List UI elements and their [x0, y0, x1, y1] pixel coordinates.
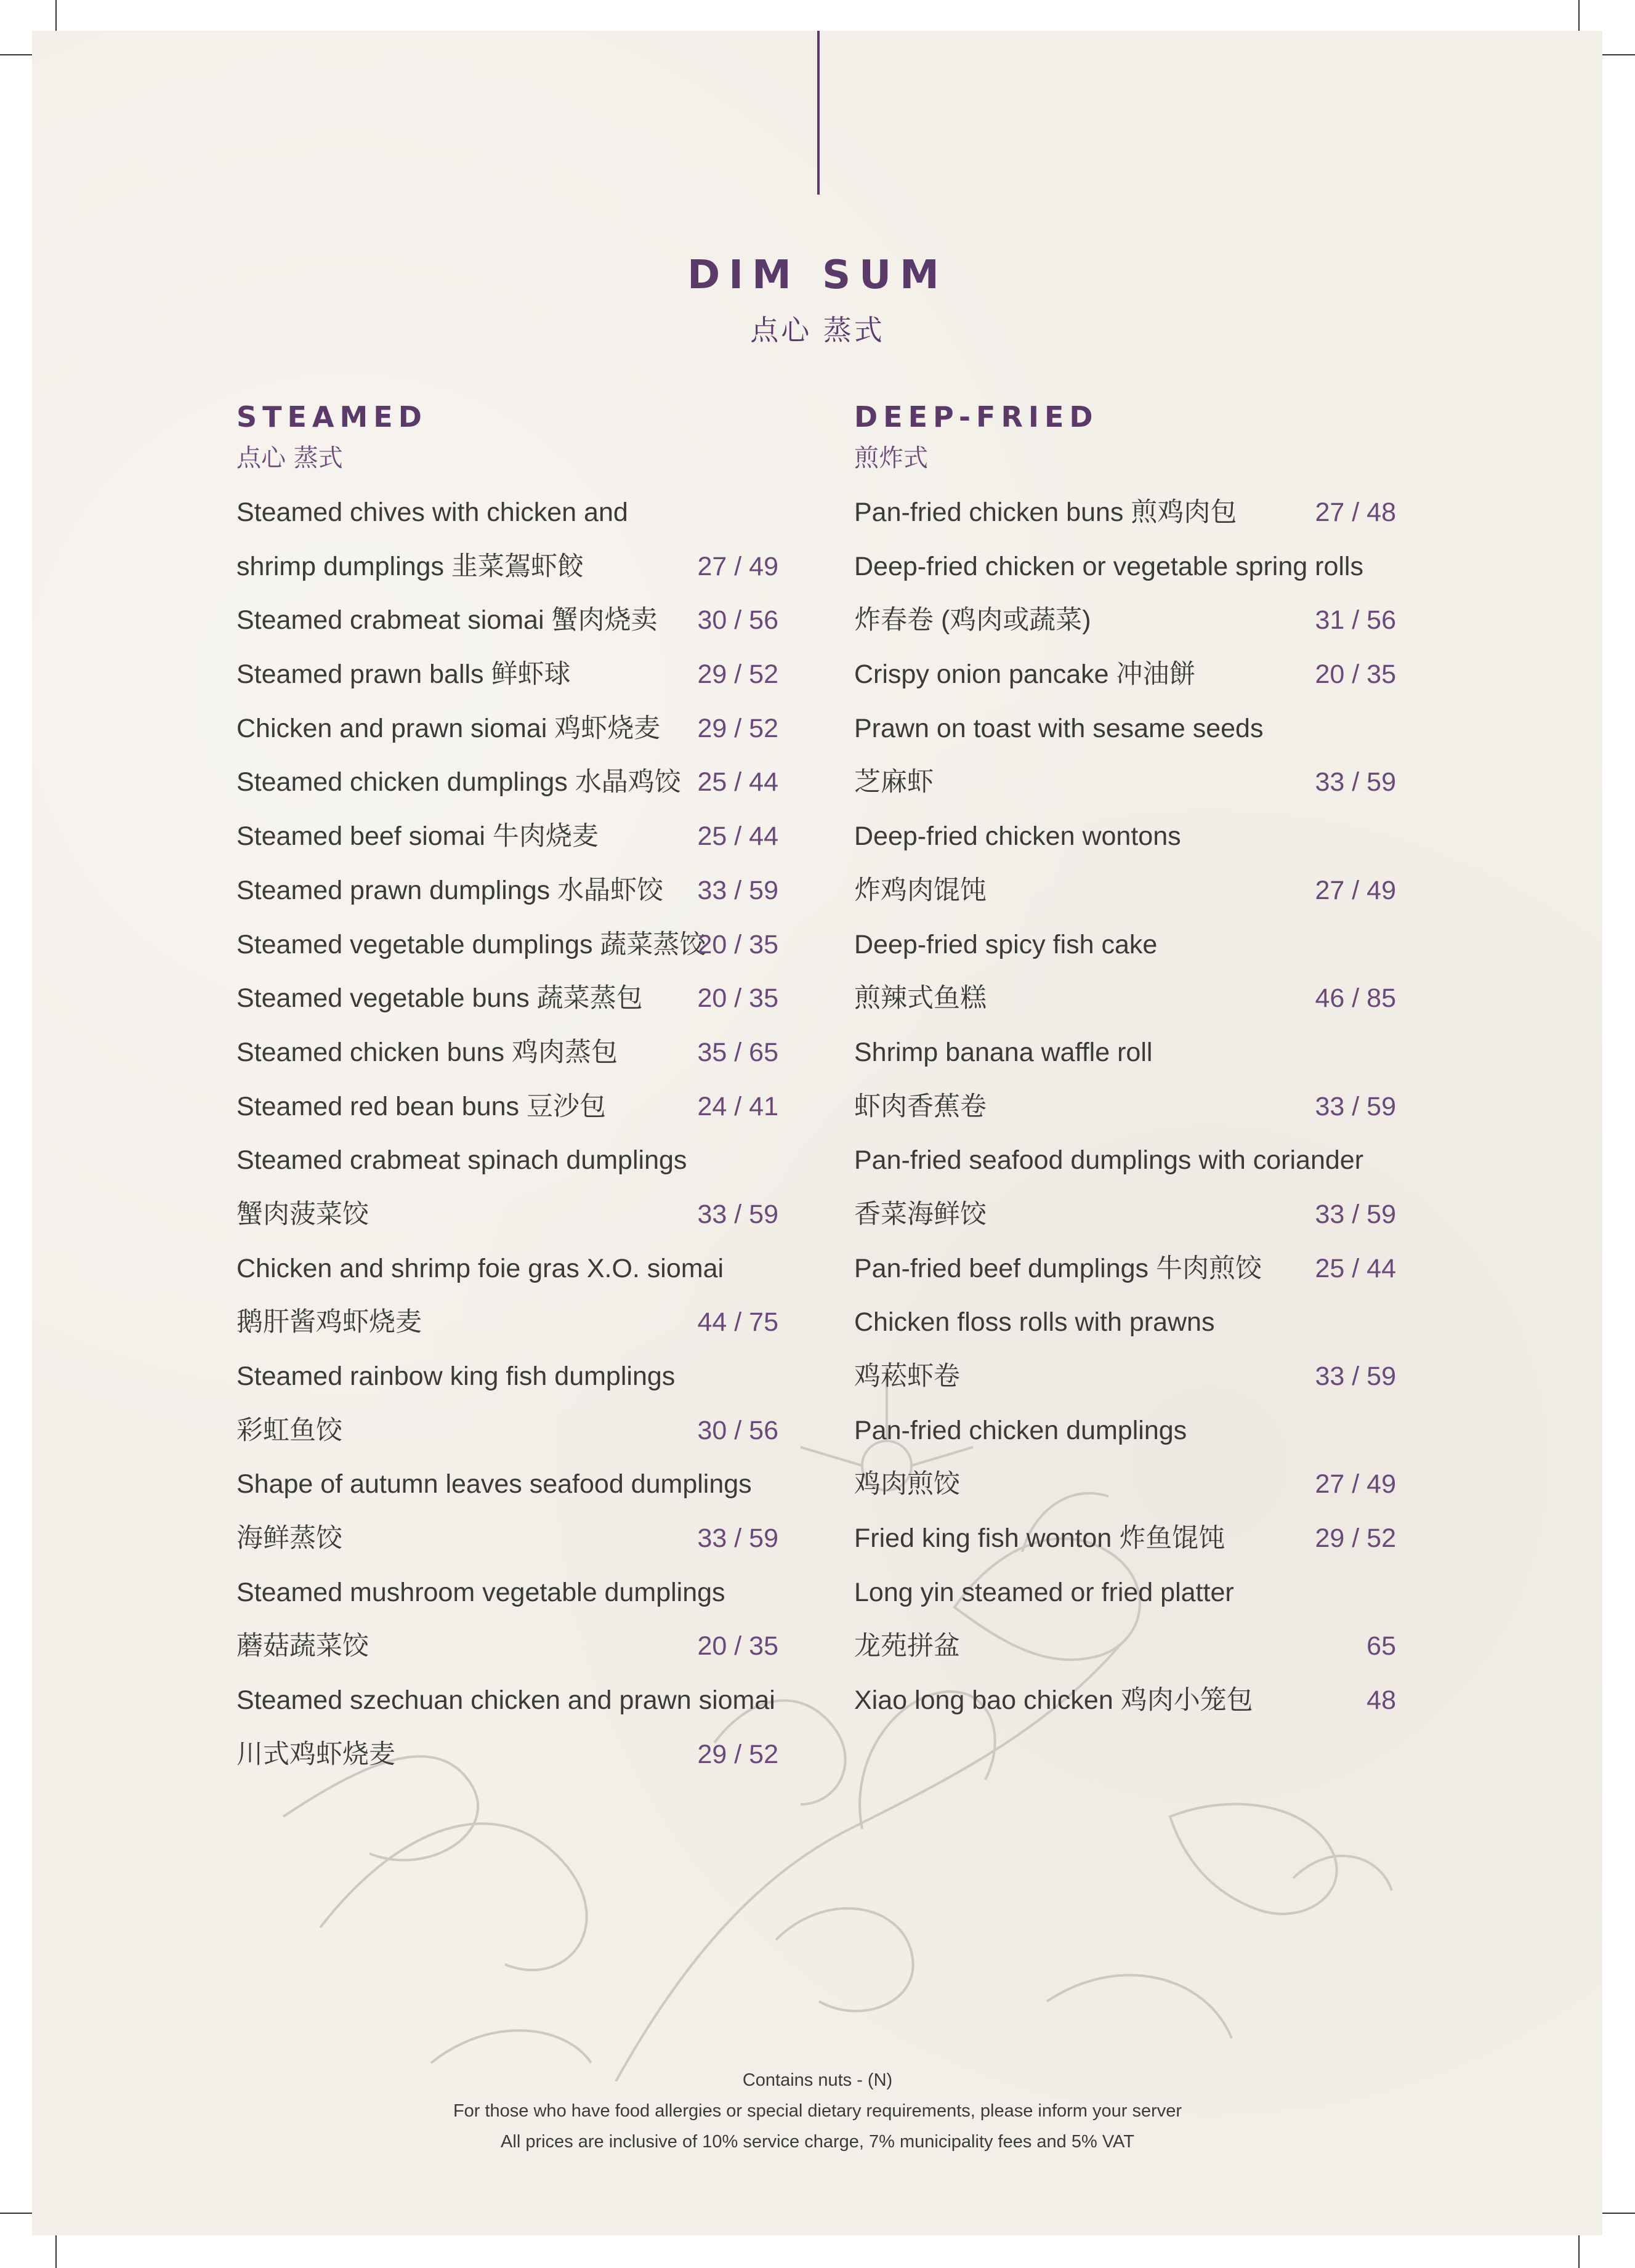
- menu-item-text: 蘑菇蔬菜饺: [236, 1631, 369, 1661]
- page-title: DIM SUM: [687, 252, 948, 298]
- menu-item-price: 27 / 48: [1315, 498, 1396, 527]
- menu-item-text: 龙苑拼盆: [854, 1631, 960, 1661]
- menu-item-text: Deep-fried spicy fish cake: [854, 929, 1158, 959]
- menu-item-price: 35 / 65: [697, 1037, 778, 1067]
- menu-line: [236, 486, 778, 540]
- menu-line: [854, 486, 1396, 540]
- menu-item-price: 33 / 59: [1315, 1199, 1396, 1229]
- menu-line: [854, 918, 1396, 972]
- menu-item-price: 65: [1367, 1631, 1396, 1661]
- section-title: STEAMED: [236, 400, 427, 434]
- menu-item-price: 20 / 35: [697, 929, 778, 959]
- menu-line: [236, 648, 778, 702]
- menu-item-text: Prawn on toast with sesame seeds: [854, 713, 1264, 743]
- menu-item-text: Steamed beef siomai 牛肉烧麦: [236, 821, 599, 852]
- menu-line: [854, 1404, 1396, 1458]
- menu-item-text: Xiao long bao chicken 鸡肉小笼包: [854, 1685, 1253, 1716]
- menu-line: [236, 594, 778, 648]
- menu-item-text: Pan-fried beef dumplings 牛肉煎饺: [854, 1253, 1262, 1283]
- menu-item-price: 25 / 44: [697, 821, 778, 852]
- crop-mark: [1598, 54, 1635, 55]
- menu-item-price: 27 / 49: [1315, 875, 1396, 905]
- menu-line: [236, 1458, 778, 1512]
- menu-line: [854, 1080, 1396, 1134]
- menu-line: [854, 756, 1396, 810]
- menu-line: [236, 756, 778, 810]
- menu-item-text: 川式鸡虾烧麦: [236, 1739, 395, 1769]
- menu-item-price: 30 / 56: [697, 605, 778, 636]
- menu-line: [236, 702, 778, 756]
- menu-item-text: Steamed prawn dumplings 水晶虾饺: [236, 875, 664, 905]
- menu-item-text: Deep-fried chicken wontons: [854, 821, 1181, 852]
- menu-line: [236, 1566, 778, 1620]
- menu-item-price: 29 / 52: [697, 660, 778, 690]
- top-divider: [817, 31, 820, 195]
- menu-item-price: 33 / 59: [1315, 1362, 1396, 1391]
- menu-line: [854, 594, 1396, 648]
- menu-item-text: 彩虹鱼饺: [236, 1415, 342, 1445]
- crop-mark: [1578, 2231, 1580, 2268]
- menu-item-text: 海鲜蒸饺: [236, 1523, 342, 1554]
- menu-line: [854, 1566, 1396, 1620]
- menu-item-price: 30 / 56: [697, 1415, 778, 1445]
- menu-line: [854, 1458, 1396, 1512]
- menu-item-price: 33 / 59: [697, 1199, 778, 1229]
- menu-item-price: 33 / 59: [697, 1523, 778, 1554]
- menu-item-text: Shape of autumn leaves seafood dumplings: [236, 1469, 752, 1499]
- crop-mark: [1598, 2213, 1635, 2214]
- menu-item-text: Crispy onion pancake 冲油餅: [854, 660, 1196, 690]
- menu-line: [236, 1404, 778, 1458]
- menu-line: [236, 1728, 778, 1782]
- menu-item-text: shrimp dumplings 韭菜鴐虾餃: [236, 551, 584, 581]
- crop-mark: [0, 2213, 37, 2214]
- menu-item-text: 鹅肝酱鸡虾烧麦: [236, 1307, 422, 1338]
- menu-line: [236, 972, 778, 1026]
- menu-item-text: Chicken floss rolls with prawns: [854, 1307, 1215, 1338]
- menu-line: [854, 1620, 1396, 1674]
- menu-item-price: 48: [1367, 1685, 1396, 1716]
- menu-line: [236, 1134, 778, 1188]
- menu-item-price: 29 / 52: [697, 713, 778, 743]
- menu-line: [854, 648, 1396, 702]
- menu-line: [854, 1026, 1396, 1080]
- menu-line: [854, 864, 1396, 918]
- menu-line: [236, 1296, 778, 1350]
- menu-line: [236, 1512, 778, 1566]
- menu-line: [236, 1674, 778, 1728]
- footer-allergy-note: For those who have food allergies or special dietary requirements, please inform your server: [453, 2101, 1182, 2121]
- menu-line: [236, 1026, 778, 1080]
- menu-item-price: 46 / 85: [1315, 983, 1396, 1014]
- menu-item-price: 44 / 75: [697, 1307, 778, 1338]
- menu-item-text: Steamed prawn balls 鲜虾球: [236, 660, 571, 690]
- menu-line: [236, 864, 778, 918]
- menu-item-text: 芝麻虾: [854, 767, 934, 797]
- menu-line: [854, 1350, 1396, 1404]
- menu-item-text: Steamed chives with chicken and: [236, 498, 628, 527]
- menu-line: [854, 1296, 1396, 1350]
- menu-item-price: 29 / 52: [697, 1739, 778, 1769]
- menu-line: [854, 540, 1396, 594]
- menu-line: [854, 1512, 1396, 1566]
- menu-line: [236, 1350, 778, 1404]
- menu-item-text: Long yin steamed or fried platter: [854, 1577, 1234, 1607]
- menu-item-text: Steamed chicken dumplings 水晶鸡饺: [236, 767, 681, 797]
- footer-nuts-note: Contains nuts - (N): [742, 2070, 893, 2090]
- section-title-zh: 点心 蒸式: [236, 444, 343, 472]
- menu-item-price: 25 / 44: [697, 767, 778, 797]
- menu-item-text: 虾肉香蕉卷: [854, 1091, 987, 1121]
- menu-item-text: Pan-fried seafood dumplings with coriander: [854, 1145, 1364, 1176]
- menu-line: [236, 540, 778, 594]
- page-subtitle-zh: 点心 蒸式: [750, 313, 885, 347]
- menu-item-text: Steamed mushroom vegetable dumplings: [236, 1577, 725, 1607]
- menu-item-text: Shrimp banana waffle roll: [854, 1037, 1153, 1067]
- menu-item-text: Deep-fried chicken or vegetable spring rolls: [854, 551, 1363, 581]
- menu-item-text: Steamed rainbow king fish dumplings: [236, 1362, 676, 1391]
- menu-item-text: Chicken and shrimp foie gras X.O. siomai: [236, 1253, 724, 1283]
- menu-item-text: Steamed chicken buns 鸡肉蒸包: [236, 1037, 618, 1067]
- menu-line: [236, 1188, 778, 1242]
- menu-line: [854, 972, 1396, 1026]
- section-title: DEEP-FRIED: [854, 400, 1099, 434]
- menu-list: [854, 486, 1396, 1728]
- menu-line: [854, 702, 1396, 756]
- menu-line: [236, 1080, 778, 1134]
- menu-item-text: 炸春卷 (鸡肉或蔬菜): [854, 605, 1091, 636]
- menu-item-text: Pan-fried chicken buns 煎鸡肉包: [854, 498, 1237, 527]
- menu-item-text: 鸡菘虾卷: [854, 1362, 960, 1391]
- menu-item-price: 33 / 59: [1315, 767, 1396, 797]
- menu-item-price: 31 / 56: [1315, 605, 1396, 636]
- section-title-zh: 煎炸式: [854, 444, 928, 472]
- menu-item-price: 20 / 35: [697, 1631, 778, 1661]
- menu-item-price: 29 / 52: [1315, 1523, 1396, 1554]
- menu-line: [854, 1674, 1396, 1728]
- menu-line: [854, 1188, 1396, 1242]
- menu-item-text: Steamed vegetable dumplings 蔬菜蒸饺: [236, 929, 706, 959]
- menu-item-text: 鸡肉煎饺: [854, 1469, 960, 1499]
- menu-item-price: 33 / 59: [1315, 1091, 1396, 1121]
- menu-item-text: 煎辣式鱼糕: [854, 983, 987, 1014]
- menu-item-price: 33 / 59: [697, 875, 778, 905]
- menu-item-text: Steamed crabmeat siomai 蟹肉烧卖: [236, 605, 658, 636]
- menu-item-text: Chicken and prawn siomai 鸡虾烧麦: [236, 713, 661, 743]
- menu-item-text: Steamed vegetable buns 蔬菜蒸包: [236, 983, 643, 1014]
- menu-item-price: 20 / 35: [1315, 660, 1396, 690]
- menu-item-price: 24 / 41: [697, 1091, 778, 1121]
- menu-item-text: 香菜海鲜饺: [854, 1199, 987, 1229]
- menu-line: [236, 1620, 778, 1674]
- menu-item-text: 炸鸡肉馄饨: [854, 875, 987, 905]
- menu-item-text: Fried king fish wonton 炸鱼馄饨: [854, 1523, 1225, 1554]
- menu-item-price: 27 / 49: [1315, 1469, 1396, 1499]
- menu-line: [854, 1242, 1396, 1296]
- menu-item-text: Steamed szechuan chicken and prawn siomai: [236, 1685, 775, 1716]
- menu-item-text: Steamed crabmeat spinach dumplings: [236, 1145, 687, 1176]
- menu-list: [236, 486, 778, 1782]
- deep-fried-section: [854, 397, 1396, 1728]
- menu-line: [854, 1134, 1396, 1188]
- menu-item-text: Pan-fried chicken dumplings: [854, 1415, 1187, 1445]
- steamed-section: [236, 397, 778, 1782]
- crop-mark: [55, 2231, 57, 2268]
- menu-line: [854, 810, 1396, 864]
- menu-item-price: 25 / 44: [1315, 1253, 1396, 1283]
- crop-mark: [0, 54, 37, 55]
- menu-line: [236, 810, 778, 864]
- menu-item-price: 27 / 49: [697, 551, 778, 581]
- menu-item-text: 蟹肉菠菜饺: [236, 1199, 369, 1229]
- menu-line: [236, 1242, 778, 1296]
- menu-item-text: Steamed red bean buns 豆沙包: [236, 1091, 606, 1121]
- footer-price-note: All prices are inclusive of 10% service charge, 7% municipality fees and 5% VAT: [501, 2132, 1134, 2152]
- menu-line: [236, 918, 778, 972]
- menu-item-price: 20 / 35: [697, 983, 778, 1014]
